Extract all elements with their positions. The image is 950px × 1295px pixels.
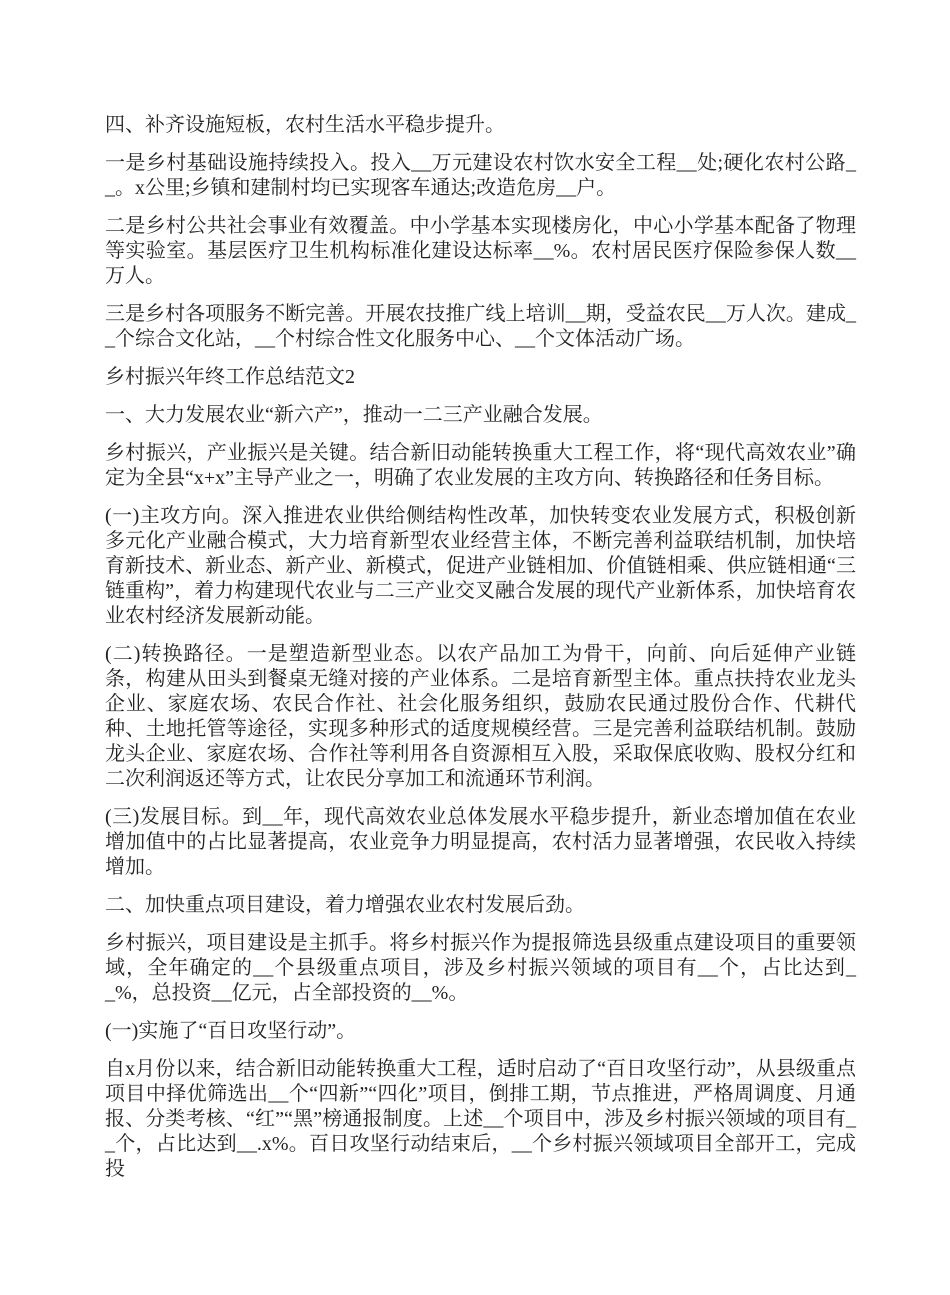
section-heading: 一、大力发展农业“新六产”，推动一二三产业融合发展。 <box>105 404 603 426</box>
paragraph: 乡村振兴，产业振兴是关键。结合新旧动能转换重大工程工作，将“现代高效农业”确定为全县“x+x”主导产业之一，明确了农业发展的主攻方向、转换路径和任务目标。 <box>105 442 856 489</box>
paragraph: 三是乡村各项服务不断完善。开展农技推广线上培训__期，受益农民__万人次。建成__个综合文化站，__个村综合性文化服务中心、__个文体活动广场。 <box>105 303 856 350</box>
paragraph: 自x月份以来，结合新旧动能转换重大工程，适时启动了“百日攻坚行动”，从县级重点项目中择优筛选出__个“四新”“四化”项目，倒排工期，节点推进，严格周调度、月通报、分类考核、“红”“黑”榜通报制度。上述__个项目中，涉及乡村振兴领域的项目有__个，占比达到__.x%。百日攻坚行动结束后，__个乡村振兴领域项目全部开工，完成投 <box>105 1058 856 1180</box>
paragraph: (三)发展目标。到__年，现代高效农业总体发展水平稳步提升，新业态增加值在农业增加值中的占比显著提高，农业竞争力明显提高，农村活力显著增强，农民收入持续增加。 <box>105 806 856 878</box>
doc-subtitle: 乡村振兴年终工作总结范文2 <box>105 366 355 388</box>
sub-heading: (一)实施了“百日攻坚行动”。 <box>105 1020 357 1042</box>
section-heading: 二、加快重点项目建设，着力增强农业农村发展后劲。 <box>105 894 585 916</box>
paragraph: (一)主攻方向。深入推进农业供给侧结构性改革，加快转变农业发展方式，积极创新多元化产业融合模式，大力培育新型农业经营主体，不断完善利益联结机制，加快培育新技术、新业态、新产业、新模式，促进产业链相加、价值链相乘、供应链相通“三链重构”，着力构建现代农业与二三产业交叉融合发展的现代产业新体系，加快培育农业农村经济发展新动能。 <box>105 505 856 627</box>
paragraph: 一是乡村基础设施持续投入。投入__万元建设农村饮水安全工程__处;硬化农村公路__。x公里;乡镇和建制村均已实现客车通达;改造危房__户。 <box>105 152 856 199</box>
paragraph: 乡村振兴，项目建设是主抓手。将乡村振兴作为提报筛选县级重点建设项目的重要领域，全年确定的__个县级重点项目，涉及乡村振兴领域的项目有__个，占比达到__%，总投资__亿元，占全部投资的__%。 <box>105 932 856 1004</box>
document-body <box>105 113 856 1182</box>
section-heading: 四、补齐设施短板，农村生活水平稳步提升。 <box>105 114 505 136</box>
paragraph: (二)转换路径。一是塑造新型业态。以农产品加工为骨干，向前、向后延伸产业链条，构建从田头到餐桌无缝对接的产业体系。二是培育新型主体。重点扶持农业龙头企业、家庭农场、农民合作社、社会化服务组织，鼓励农民通过股份合作、代耕代种、土地托管等途径，实现多种形式的适度规模经营。三是完善利益联结机制。鼓励龙头企业、家庭农场、合作社等利用各自资源相互入股，采取保底收购、股权分红和二次利润返还等方式，让农民分享加工和流通环节利润。 <box>105 643 856 790</box>
paragraph: 二是乡村公共社会事业有效覆盖。中小学基本实现楼房化，中心小学基本配备了物理等实验室。基层医疗卫生机构标准化建设达标率__%。农村居民医疗保险参保人数__万人。 <box>105 215 856 287</box>
